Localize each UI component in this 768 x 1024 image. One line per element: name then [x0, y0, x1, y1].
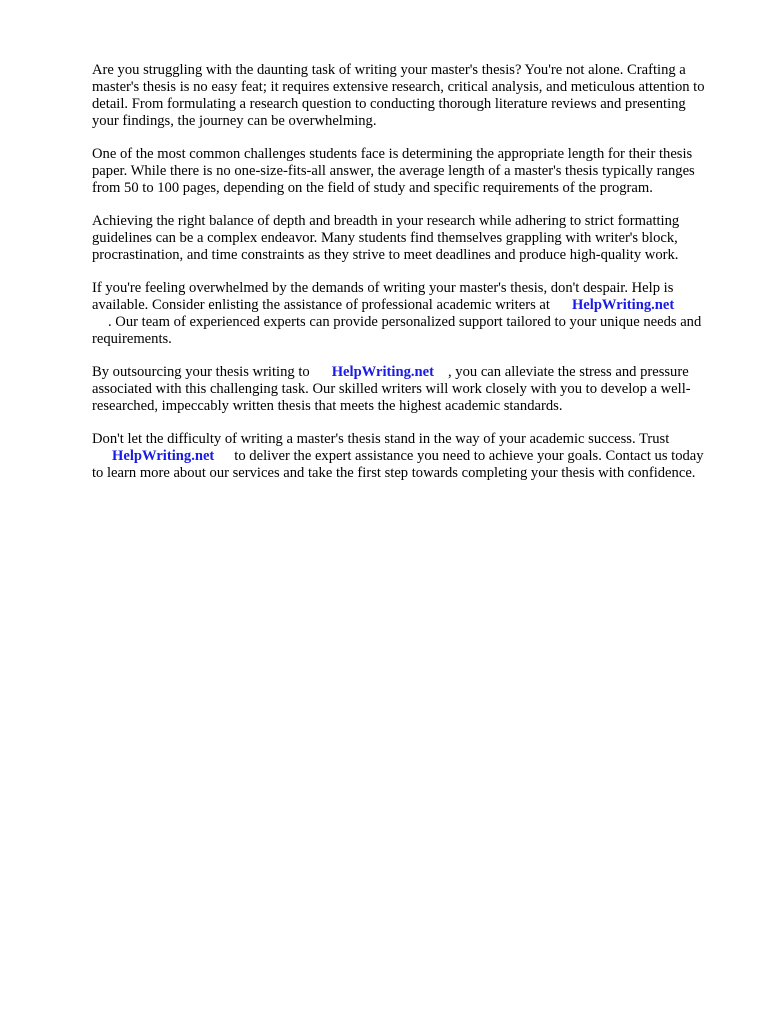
paragraph-outsourcing-text-2: , you can alleviate the stress and pressure associated with this challenging task. Our skilled writers will work closely with you to develop a well-researched, impeccably written thesis that meets the highest academic standards. [92, 364, 691, 414]
paragraph-trust [92, 431, 714, 482]
paragraph-length: One of the most common challenges students face is determining the appropriate length for their thesis paper. While there is no one-size-fits-all answer, the average length of a master's thesis typically ranges from 50 to 100 pages, depending on the field of study and specific requirements of the program. [92, 146, 695, 196]
helpwriting-link-1[interactable]: HelpWriting.net [571, 297, 675, 313]
paragraph-balance: Achieving the right balance of depth and breadth in your research while adhering to strict formatting guidelines can be a complex endeavor. Many students find themselves grappling with writer's block, procrastination, and time constraints as they strive to meet deadlines and produce high-quality work. [92, 213, 680, 263]
paragraph-outsourcing [92, 364, 714, 415]
paragraph-outsourcing-text-1: By outsourcing your thesis writing to [92, 364, 310, 380]
paragraph-help-text-2: . Our team of experienced experts can provide personalized support tailored to your unique needs and requirements. [92, 314, 702, 347]
paragraph-intro: Are you struggling with the daunting task of writing your master's thesis? You're not alone. Crafting a master's thesis is no easy feat; it requires extensive research, critical analysis, and meticulous attention to detail. From formulating a research question to conducting thorough literature reviews and presenting your findings, the journey can be overwhelming. [92, 62, 705, 129]
helpwriting-link-2[interactable]: HelpWriting.net [331, 364, 434, 380]
paragraph-help [92, 280, 714, 348]
paragraph-trust-text-2: to deliver the expert assistance you need to achieve your goals. Contact us today to learn more about our services and take the first step towards completing your thesis with confidence. [92, 448, 704, 481]
document-body [92, 62, 714, 498]
paragraph-help-text-1: If you're feeling overwhelmed by the demands of writing your master's thesis, don't despair. Help is available. Consider enlisting the assistance of professional academic writers at [92, 280, 674, 313]
paragraph-trust-text-1: Don't let the difficulty of writing a master's thesis stand in the way of your academic success. Trust [92, 431, 670, 447]
helpwriting-link-3[interactable]: HelpWriting.net [112, 448, 215, 464]
